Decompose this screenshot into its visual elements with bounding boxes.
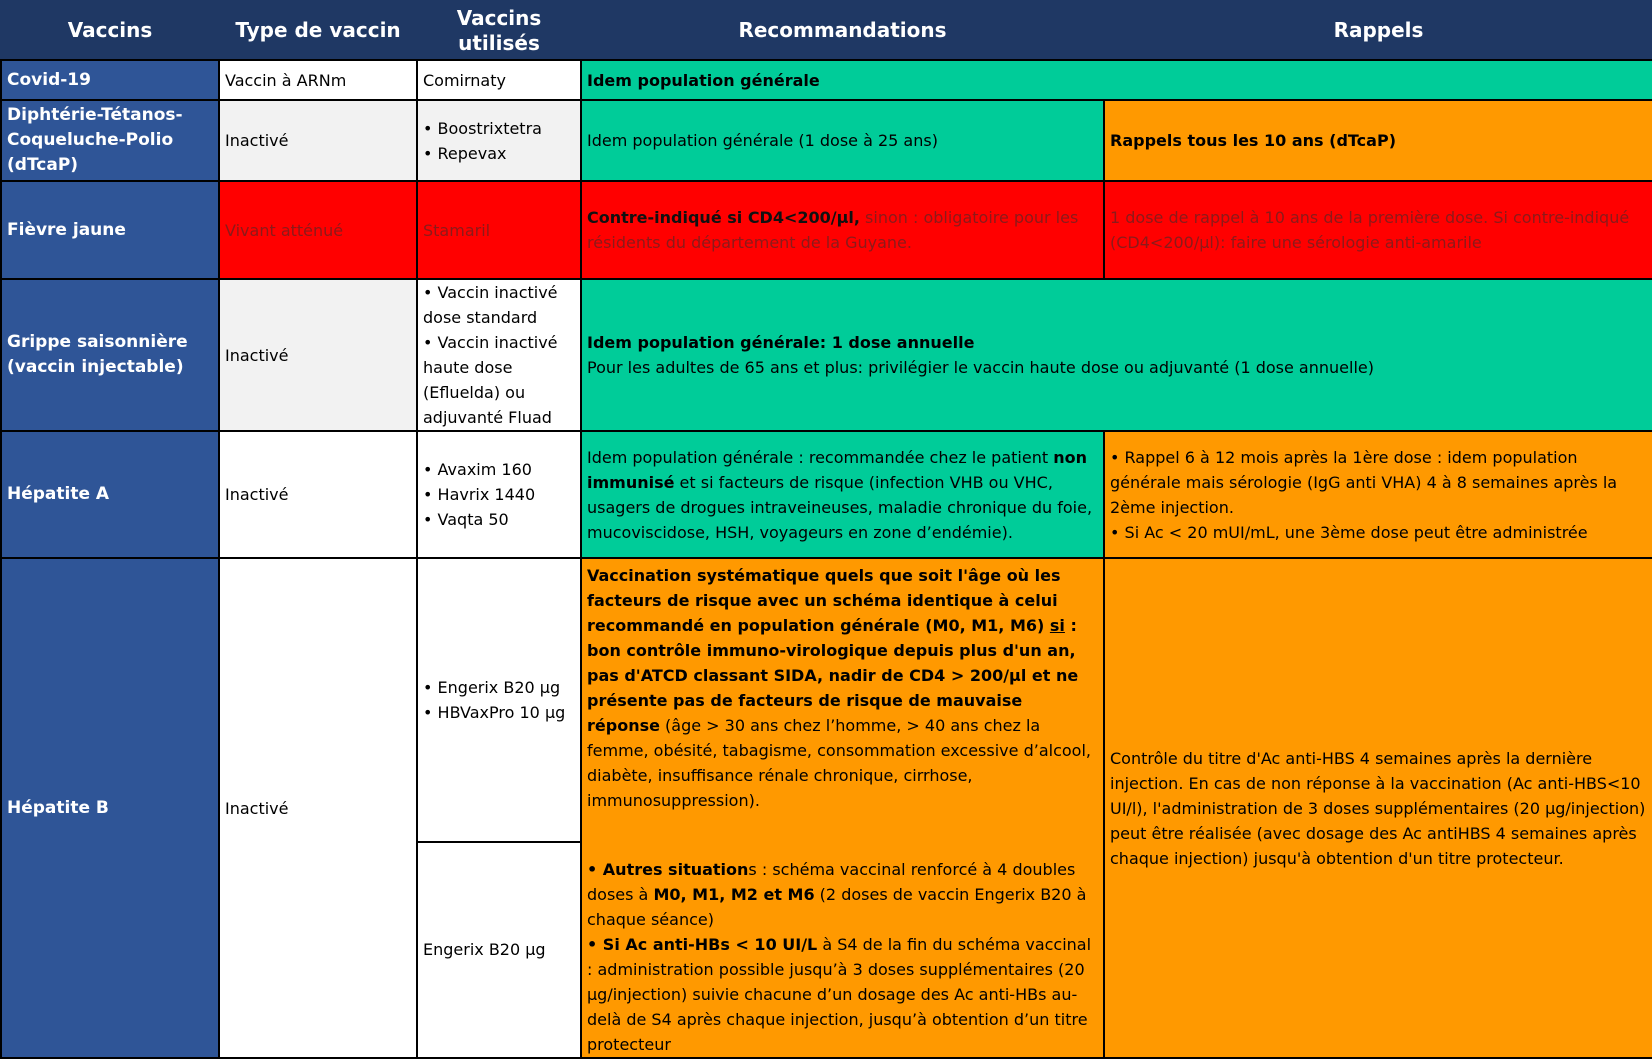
vaccine-name: Fièvre jaune xyxy=(1,181,219,279)
vaccine-type: Inactivé xyxy=(219,558,417,1058)
row-dtcap xyxy=(1,100,1652,181)
vaccines-used: Engerix B20 µg xyxy=(417,842,581,1058)
header-row xyxy=(1,1,1652,60)
vaccine-name: Diphtérie-Tétanos-Coqueluche-Polio (dTcaP) xyxy=(1,100,219,181)
header-type: Type de vaccin xyxy=(219,1,417,60)
list-item: • Vaqta 50 xyxy=(423,507,575,532)
reco-paragraph xyxy=(587,857,1098,932)
rappel xyxy=(1104,431,1652,558)
list-item: • Si Ac < 20 mUI/mL, une 3ème dose peut être administrée xyxy=(1110,520,1647,545)
list-item: • Havrix 1440 xyxy=(423,482,575,507)
list-item: • Repevax xyxy=(423,141,575,166)
row-fievre-jaune xyxy=(1,181,1652,279)
recommandation xyxy=(581,279,1652,431)
vaccine-name: Hépatite B xyxy=(1,558,219,1058)
vaccines-used xyxy=(417,279,581,431)
vaccine-name: Covid-19 xyxy=(1,60,219,100)
vaccine-name: Grippe saisonnière (vaccin injectable) xyxy=(1,279,219,431)
vaccines-used xyxy=(417,431,581,558)
vaccines-used xyxy=(417,558,581,842)
reco-bold: non immunisé xyxy=(587,447,1087,492)
list-item: • Avaxim 160 xyxy=(423,457,575,482)
list-item: • Engerix B20 µg xyxy=(423,675,575,700)
row-hepatite-a xyxy=(1,431,1652,558)
recommandation xyxy=(581,558,1104,1058)
list-item: • Vaccin inactivé haute dose (Efluelda) ou adjuvanté Fluad xyxy=(423,330,575,430)
reco-bold: Idem population générale: 1 dose annuelle xyxy=(587,333,975,352)
vaccine-type: Inactivé xyxy=(219,279,417,431)
vaccine-type: Inactivé xyxy=(219,100,417,181)
recommandation: Idem population générale (1 dose à 25 ans) xyxy=(581,100,1104,181)
row-covid xyxy=(1,60,1652,100)
reco-paragraph xyxy=(587,563,1098,813)
vaccines-used: Comirnaty xyxy=(417,60,581,100)
row-hepatite-b xyxy=(1,558,1652,842)
header-vaccins: Vaccins xyxy=(1,1,219,60)
reco-text: Idem population générale : recommandée chez le patient xyxy=(587,447,1054,467)
recommandation xyxy=(581,431,1104,558)
reco-bold: Vaccination systématique quels que soit l'âge où les facteurs de risque avec un schéma identique à celui recommandé en population générale (M0, M1, M6) xyxy=(587,566,1061,635)
vaccines-used: Stamaril xyxy=(417,181,581,279)
vaccine-type: Vaccin à ARNm xyxy=(219,60,417,100)
rappel: Rappels tous les 10 ans (dTcaP) xyxy=(1104,100,1652,181)
recommandation: Idem population générale xyxy=(581,60,1652,100)
reco-text: s : schéma vaccinal renforcé à 4 doubles doses à xyxy=(587,860,1076,904)
reco-text: et si facteurs de risque (infection VHB ou VHC, usagers de drogues intraveineuses, maladie chronique du foie, mucoviscidose, HSH, voyageurs en zone d’endémie). xyxy=(587,472,1093,542)
list-item: • HBVaxPro 10 µg xyxy=(423,700,575,725)
reco-text: à S4 de la fin du schéma vaccinal : administration possible jusqu’à 3 doses supplémentaires (20 µg/injection) suivie chacune d’un dosage des Ac anti-HBs au-delà de S4 après chaque injection, jusqu’à obtention d’un titre protecteur xyxy=(587,935,1092,1054)
header-rappels: Rappels xyxy=(1104,1,1652,60)
recommandation xyxy=(581,181,1104,279)
reco-bold: si xyxy=(1049,616,1065,635)
row-grippe xyxy=(1,279,1652,431)
spacer xyxy=(587,813,1098,857)
reco-text: (2 doses de vaccin Engerix B20 à chaque séance) xyxy=(587,885,1087,929)
header-recommandations: Recommandations xyxy=(581,1,1104,60)
vaccines-used xyxy=(417,100,581,181)
reco-bold: • Si Ac anti-HBs < 10 UI/L xyxy=(587,935,818,954)
list-item: • Boostrixtetra xyxy=(423,116,575,141)
list-item: • Rappel 6 à 12 mois après la 1ère dose : idem population générale mais sérologie (IgG anti VHA) 4 à 8 semaines après la 2ème injection. xyxy=(1110,445,1647,520)
header-utilises: Vaccins utilisés xyxy=(417,1,581,60)
reco-bold: • Autres situation xyxy=(587,860,749,879)
reco-text: sinon : obligatoire pour les résidents du département de la Guyane. xyxy=(587,208,1079,252)
reco-bold: M0, M1, M2 et M6 xyxy=(653,885,815,904)
reco-text: (âge > 30 ans chez l’homme, > 40 ans chez la femme, obésité, tabagisme, consommation excessive d’alcool, diabète, insuffisance rénale chronique, cirrhose, immunosuppression). xyxy=(587,716,1091,810)
reco-paragraph xyxy=(587,932,1098,1057)
reco-text: Pour les adultes de 65 ans et plus: privilégier le vaccin haute dose ou adjuvanté (1 dose annuelle) xyxy=(587,358,1374,377)
vaccine-type: Inactivé xyxy=(219,431,417,558)
vaccine-type: Vivant atténué xyxy=(219,181,417,279)
list-item: • Vaccin inactivé dose standard xyxy=(423,280,575,330)
reco-bold: : bon contrôle immuno-virologique depuis plus d'un an, pas d'ATCD classant SIDA, nadir de CD4 > 200/µl et ne présente pas de facteurs de risque de mauvaise réponse xyxy=(587,616,1079,735)
rappel: 1 dose de rappel à 10 ans de la première dose. Si contre-indiqué (CD4<200/µl): faire une sérologie anti-amarile xyxy=(1104,181,1652,279)
reco-bold: Contre-indiqué si CD4<200/µl, xyxy=(587,208,860,227)
rappel: Contrôle du titre d'Ac anti-HBS 4 semaines après la dernière injection. En cas de non réponse à la vaccination (Ac anti-HBS<10 UI/l), l'administration de 3 doses supplémentaires (20 µg/injection) peut être réalisée (avec dosage des Ac antiHBS 4 semaines après chaque injection) jusqu'à obtention d'un titre protecteur. xyxy=(1104,558,1652,1058)
vaccine-name: Hépatite A xyxy=(1,431,219,558)
